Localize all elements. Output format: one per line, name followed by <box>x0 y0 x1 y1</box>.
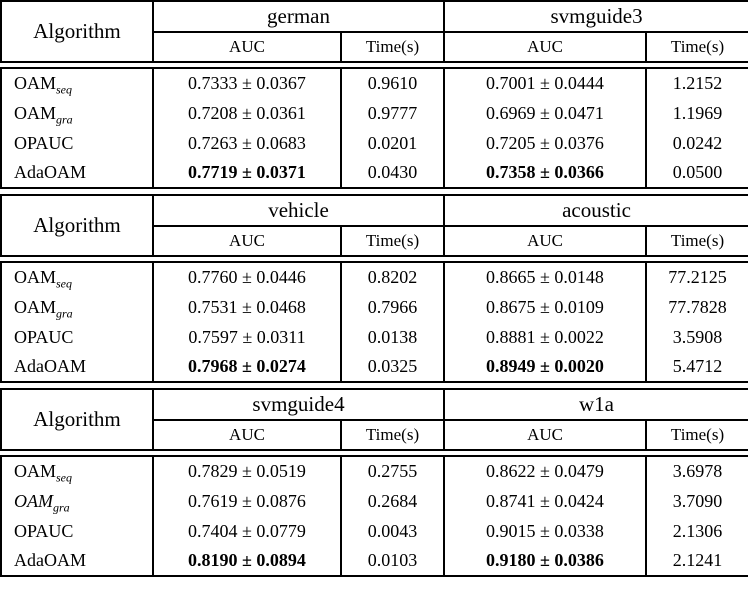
dataset-header-row <box>1 389 748 420</box>
table-row-opauc <box>1 516 748 546</box>
body-table <box>0 261 748 383</box>
algorithm-label: OPAUC <box>14 326 74 347</box>
time-value-cell: 0.9610 <box>341 68 444 98</box>
time-value-cell: 0.0430 <box>341 158 444 188</box>
time-value-cell: 2.1241 <box>646 546 748 576</box>
time-value-cell: 5.4712 <box>646 352 748 382</box>
algorithm-label-cell <box>1 292 153 322</box>
time-column-header: Time(s) <box>646 226 748 256</box>
header-table <box>0 194 748 257</box>
body-table <box>0 67 748 189</box>
time-column-header: Time(s) <box>646 32 748 62</box>
table-row-adaoam <box>1 352 748 382</box>
table-section-vehicle-acoustic <box>0 194 748 383</box>
body-table <box>0 455 748 577</box>
algorithm-label: AdaOAM <box>14 550 86 570</box>
time-value-cell: 0.2755 <box>341 456 444 486</box>
table-row-opauc <box>1 322 748 352</box>
time-value-cell: 3.7090 <box>646 486 748 516</box>
algorithm-label-cell <box>1 486 153 516</box>
algorithm-label: OPAUC <box>14 132 74 153</box>
algorithm-label-cell <box>1 456 153 486</box>
algorithm-label-cell <box>1 262 153 292</box>
auc-value-cell: 0.8675 ± 0.0109 <box>444 292 646 322</box>
auc-value-cell: 0.7968 ± 0.0274 <box>153 352 341 382</box>
time-value-cell: 0.0242 <box>646 128 748 158</box>
auc-value-cell: 0.8190 ± 0.0894 <box>153 546 341 576</box>
auc-column-header: AUC <box>153 32 341 62</box>
time-column-header: Time(s) <box>341 420 444 450</box>
auc-value-cell: 0.8665 ± 0.0148 <box>444 262 646 292</box>
algorithm-label: OAM <box>14 461 57 481</box>
algorithm-subscript: seq <box>56 276 73 291</box>
algorithm-label-cell <box>1 68 153 98</box>
table-row-oam-gra <box>1 98 748 128</box>
auc-value-cell: 0.7333 ± 0.0367 <box>153 68 341 98</box>
time-value-cell: 0.0103 <box>341 546 444 576</box>
dataset-header-acoustic: acoustic <box>444 195 748 226</box>
time-value-cell: 3.5908 <box>646 322 748 352</box>
time-value-cell: 0.0043 <box>341 516 444 546</box>
algorithm-label: OAM <box>14 490 53 511</box>
algorithm-label-cell <box>1 352 153 382</box>
time-value-cell: 0.0325 <box>341 352 444 382</box>
time-value-cell: 0.0138 <box>341 322 444 352</box>
algorithm-column-header: Algorithm <box>1 1 153 62</box>
table-row-opauc <box>1 128 748 158</box>
time-value-cell: 0.2684 <box>341 486 444 516</box>
algorithm-label: OAM <box>14 296 57 317</box>
auc-value-cell: 0.7829 ± 0.0519 <box>153 456 341 486</box>
time-value-cell: 77.2125 <box>646 262 748 292</box>
algorithm-subscript: seq <box>56 82 73 97</box>
algorithm-label: OPAUC <box>14 520 74 541</box>
time-value-cell: 77.7828 <box>646 292 748 322</box>
auc-value-cell: 0.7358 ± 0.0366 <box>444 158 646 188</box>
auc-value-cell: 0.7760 ± 0.0446 <box>153 262 341 292</box>
dataset-header-row <box>1 195 748 226</box>
table-section-german-svmguide3 <box>0 0 748 189</box>
auc-value-cell: 0.7205 ± 0.0376 <box>444 128 646 158</box>
table-row-oam-seq <box>1 68 748 98</box>
table-row-oam-gra <box>1 486 748 516</box>
auc-value-cell: 0.7597 ± 0.0311 <box>153 322 341 352</box>
time-value-cell: 1.2152 <box>646 68 748 98</box>
algorithm-subscript: gra <box>56 306 73 321</box>
algorithm-subscript: seq <box>56 470 73 485</box>
auc-value-cell: 0.9015 ± 0.0338 <box>444 516 646 546</box>
dataset-header-german: german <box>153 1 444 32</box>
table-section-svmguide4-w1a <box>0 388 748 577</box>
auc-value-cell: 0.7719 ± 0.0371 <box>153 158 341 188</box>
time-column-header: Time(s) <box>646 420 748 450</box>
algorithm-label-cell <box>1 158 153 188</box>
time-value-cell: 1.1969 <box>646 98 748 128</box>
algorithm-column-header: Algorithm <box>1 195 153 256</box>
time-value-cell: 0.9777 <box>341 98 444 128</box>
algorithm-label: OAM <box>14 73 57 93</box>
auc-value-cell: 0.6969 ± 0.0471 <box>444 98 646 128</box>
algorithm-label-cell <box>1 546 153 576</box>
algorithm-label: AdaOAM <box>14 162 86 182</box>
algorithm-label: OAM <box>14 102 57 123</box>
auc-column-header: AUC <box>444 32 646 62</box>
auc-value-cell: 0.7001 ± 0.0444 <box>444 68 646 98</box>
time-column-header: Time(s) <box>341 32 444 62</box>
auc-value-cell: 0.9180 ± 0.0386 <box>444 546 646 576</box>
algorithm-label-cell <box>1 516 153 546</box>
algorithm-subscript: gra <box>56 112 73 127</box>
time-value-cell: 0.7966 <box>341 292 444 322</box>
auc-value-cell: 0.8881 ± 0.0022 <box>444 322 646 352</box>
auc-column-header: AUC <box>153 226 341 256</box>
header-table <box>0 388 748 451</box>
auc-column-header: AUC <box>153 420 341 450</box>
time-value-cell: 3.6978 <box>646 456 748 486</box>
algorithm-column-header: Algorithm <box>1 389 153 450</box>
auc-value-cell: 0.8741 ± 0.0424 <box>444 486 646 516</box>
algorithm-label: OAM <box>14 267 57 287</box>
auc-value-cell: 0.7531 ± 0.0468 <box>153 292 341 322</box>
algorithm-label: AdaOAM <box>14 356 86 376</box>
algorithm-subscript: gra <box>53 500 70 515</box>
algorithm-label-cell <box>1 128 153 158</box>
table-row-adaoam <box>1 546 748 576</box>
table-row-oam-gra <box>1 292 748 322</box>
table-row-oam-seq <box>1 262 748 292</box>
auc-value-cell: 0.7619 ± 0.0876 <box>153 486 341 516</box>
dataset-header-svmguide3: svmguide3 <box>444 1 748 32</box>
auc-value-cell: 0.7208 ± 0.0361 <box>153 98 341 128</box>
algorithm-label-cell <box>1 322 153 352</box>
auc-value-cell: 0.7263 ± 0.0683 <box>153 128 341 158</box>
auc-value-cell: 0.8622 ± 0.0479 <box>444 456 646 486</box>
algorithm-label-cell <box>1 98 153 128</box>
time-column-header: Time(s) <box>341 226 444 256</box>
time-value-cell: 0.8202 <box>341 262 444 292</box>
time-value-cell: 0.0201 <box>341 128 444 158</box>
table-row-oam-seq <box>1 456 748 486</box>
table-row-adaoam <box>1 158 748 188</box>
time-value-cell: 0.0500 <box>646 158 748 188</box>
auc-column-header: AUC <box>444 226 646 256</box>
time-value-cell: 2.1306 <box>646 516 748 546</box>
dataset-header-row <box>1 1 748 32</box>
auc-value-cell: 0.8949 ± 0.0020 <box>444 352 646 382</box>
header-table <box>0 0 748 63</box>
dataset-header-svmguide4: svmguide4 <box>153 389 444 420</box>
dataset-header-vehicle: vehicle <box>153 195 444 226</box>
auc-column-header: AUC <box>444 420 646 450</box>
dataset-header-w1a: w1a <box>444 389 748 420</box>
auc-value-cell: 0.7404 ± 0.0779 <box>153 516 341 546</box>
